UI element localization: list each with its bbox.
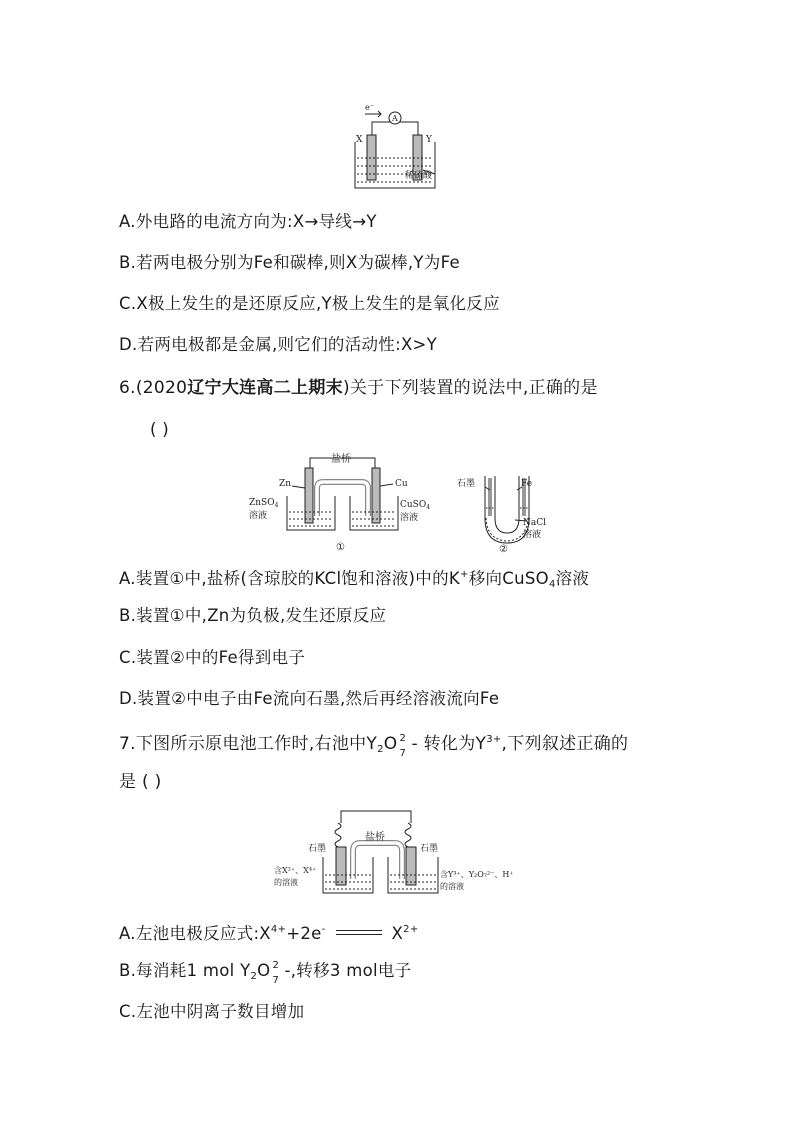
q7-option-a: A.左池电极反应式$:X^{4+}+2e^-$ $X^{2+}$ bbox=[119, 924, 419, 943]
graphite-label: 石墨 bbox=[457, 479, 476, 489]
left-solution-label: 含X²⁺、X⁴⁺ bbox=[274, 866, 317, 875]
q6-source-suffix: ) bbox=[342, 378, 350, 398]
q6-option-d: D.装置②中电子由Fe流向石墨,然后再经溶液流向Fe bbox=[119, 689, 500, 708]
solution-label: 稀硫酸 bbox=[405, 171, 433, 181]
q5-option-b: B.若两电极分别为Fe和碳棒,则X为碳棒,Y为Fe bbox=[119, 253, 460, 272]
q7-stem-line2: 是 ( ) bbox=[119, 772, 162, 792]
q6-number: 6. bbox=[119, 378, 136, 398]
q7-stem: 7.下图所示原电池工作时,右池中$Y_2O$ 2 7 - 转化为$Y^{3+}$,下列叙述正确的 bbox=[119, 733, 629, 759]
right-solution-label: 含Y³⁺、Y₂O₇²⁻、H⁺ bbox=[440, 870, 514, 879]
q5-option-a: A.外电路的电流方向为:X→导线→Y bbox=[119, 212, 377, 231]
salt-bridge-label: 盐桥 bbox=[331, 454, 351, 465]
electrode-x-label: X bbox=[356, 135, 363, 145]
right-solution-label-2: 的溶液 bbox=[440, 882, 464, 891]
figure-acid-cell bbox=[345, 100, 465, 195]
nacl-solution-label: 溶液 bbox=[523, 530, 542, 540]
q7-option-b: B.每消耗1 mol $Y_2O$ 2 7 -,转移3 mol电子 bbox=[119, 960, 412, 986]
zn-label: Zn bbox=[279, 479, 292, 489]
q7-option-c: C.左池中阴离子数目增加 bbox=[119, 1002, 305, 1021]
q6-option-a: A.装置①中,盐桥(含琼胶的KCl饱和溶液)中的K+移向CuSO$_4$溶液 bbox=[119, 569, 590, 590]
q6-answer-paren: ( ) bbox=[150, 420, 170, 439]
nacl-label: NaCl bbox=[523, 518, 547, 528]
q6-source-prefix: (2020 bbox=[135, 378, 188, 398]
fe-label: Fe bbox=[521, 479, 533, 489]
q5-option-c: C.X极上发生的是还原反应,Y极上发生的是氧化反应 bbox=[119, 294, 500, 313]
figure-label-2: ② bbox=[499, 544, 508, 553]
cuso4-label: CuSO$_4$ bbox=[400, 500, 431, 511]
q6-option-b: B.装置①中,Zn为负极,发生还原反应 bbox=[119, 606, 387, 625]
figure-u-tube bbox=[455, 468, 565, 553]
q6-source: 辽宁大连高二上期末 bbox=[187, 378, 343, 398]
q6-option-c: C.装置②中的Fe得到电子 bbox=[119, 648, 306, 667]
graphite-left-label: 石墨 bbox=[308, 844, 327, 854]
znso4-solution-label: 溶液 bbox=[249, 511, 268, 521]
figure-x-y-cell bbox=[268, 805, 528, 915]
figure-zn-cu-cell bbox=[245, 448, 445, 553]
q6-question: 关于下列装置的说法中,正确的是 bbox=[349, 378, 598, 398]
q6-stem bbox=[119, 378, 598, 398]
left-solution-label-2: 的溶液 bbox=[274, 878, 298, 887]
graphite-right-label: 石墨 bbox=[420, 844, 439, 854]
salt-bridge-label-7: 盐桥 bbox=[365, 832, 385, 843]
cuso4-solution-label: 溶液 bbox=[400, 513, 419, 523]
znso4-label: ZnSO$_4$ bbox=[249, 498, 279, 509]
cu-label: Cu bbox=[395, 479, 408, 489]
electron-label: e⁻ bbox=[365, 103, 374, 112]
ammeter-label: A bbox=[392, 114, 398, 123]
q5-option-d: D.若两电极都是金属,则它们的活动性:X>Y bbox=[119, 335, 438, 354]
electrode-y-label: Y bbox=[426, 135, 432, 145]
figure-label-1: ① bbox=[336, 542, 345, 553]
equation-equals-sign bbox=[336, 930, 382, 935]
